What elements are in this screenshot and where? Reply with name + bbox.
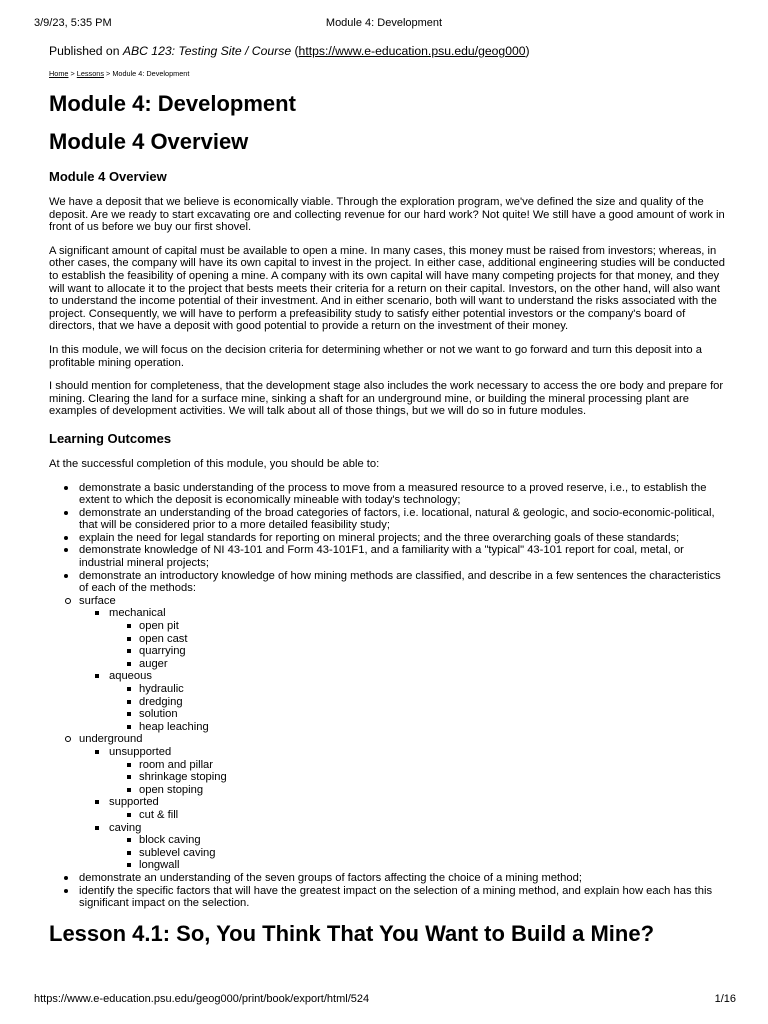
list-item-text: hydraulic xyxy=(139,683,184,695)
bullet-icon xyxy=(64,889,68,893)
print-footer-page: 1/16 xyxy=(714,993,736,1005)
bullet-icon xyxy=(64,536,68,540)
supported-list xyxy=(109,809,729,822)
overview-heading: Module 4 Overview xyxy=(49,129,249,154)
bullet-icon xyxy=(64,548,68,552)
square-bullet-icon xyxy=(127,624,131,628)
site-link[interactable]: https://www.e-education.psu.edu/geog000 xyxy=(298,44,526,58)
list-item xyxy=(79,670,729,733)
list-item xyxy=(109,759,729,772)
breadcrumb-separator: > xyxy=(68,69,77,78)
list-item xyxy=(49,733,729,872)
list-item-text: block caving xyxy=(139,834,201,847)
caving-list xyxy=(109,834,729,872)
paragraph: In this module, we will focus on the decision criteria for determining whether or not we want to go forward and turn this deposit into a profitable mining operation. xyxy=(49,343,702,369)
square-bullet-icon xyxy=(95,674,99,678)
square-bullet-icon xyxy=(127,788,131,792)
square-bullet-icon xyxy=(95,750,99,754)
square-bullet-icon xyxy=(127,712,131,716)
underground-list xyxy=(79,746,729,872)
list-item xyxy=(49,570,729,872)
published-close: ) xyxy=(525,44,530,58)
list-item-text: open pit xyxy=(139,620,179,633)
print-header-title: Module 4: Development xyxy=(325,17,443,29)
list-item-text: solution xyxy=(139,708,178,721)
breadcrumb xyxy=(49,69,729,78)
list-item xyxy=(79,796,729,821)
method-mechanical: mechanical xyxy=(109,607,166,620)
method-surface: surface xyxy=(79,594,116,607)
list-item-text: sublevel caving xyxy=(139,846,216,859)
method-supported: supported xyxy=(109,796,159,809)
list-item xyxy=(109,721,729,734)
list-item xyxy=(109,859,729,872)
list-item xyxy=(79,607,729,670)
list-item xyxy=(109,771,729,784)
overview-subheading: Module 4 Overview xyxy=(49,169,167,184)
square-bullet-icon xyxy=(95,826,99,830)
breadcrumb-lessons-link[interactable]: Lessons xyxy=(76,69,104,78)
list-item xyxy=(109,784,729,797)
square-bullet-icon xyxy=(95,800,99,804)
methods-list xyxy=(49,595,729,872)
square-bullet-icon xyxy=(127,725,131,729)
list-item xyxy=(109,658,729,671)
list-item xyxy=(109,834,729,847)
page-content xyxy=(49,44,729,948)
bullet-icon xyxy=(64,876,68,880)
bullet-icon xyxy=(64,486,68,490)
list-item xyxy=(109,809,729,822)
print-footer-url: https://www.e-education.psu.edu/geog000/print/book/export/html/524 xyxy=(34,993,370,1005)
list-item xyxy=(49,532,729,545)
list-item-text: heap leaching xyxy=(139,720,209,733)
square-bullet-icon xyxy=(127,649,131,653)
square-bullet-icon xyxy=(127,763,131,767)
list-item xyxy=(49,507,729,532)
square-bullet-icon xyxy=(127,851,131,855)
list-item-text: demonstrate knowledge of NI 43-101 and Form 43-101F1, and a familiarity with a "typical" 43-101 report for coal, metal, or industrial mineral projects; xyxy=(79,544,684,570)
list-item xyxy=(109,696,729,709)
circle-bullet-icon xyxy=(65,598,71,604)
list-item-text: demonstrate a basic understanding of the process to move from a measured resource to a proved reserve, i.e., to establish the extent to which the deposit is economically mineable with today's technology; xyxy=(79,481,707,507)
list-item-text: auger xyxy=(139,657,168,670)
list-item-text: open stoping xyxy=(139,783,204,796)
list-item xyxy=(109,620,729,633)
square-bullet-icon xyxy=(127,838,131,842)
breadcrumb-home-link[interactable]: Home xyxy=(49,69,69,78)
list-item-text: room and pillar xyxy=(139,758,213,771)
list-item-text: quarrying xyxy=(139,645,186,658)
page-title: Module 4: Development xyxy=(49,91,296,116)
surface-list xyxy=(79,607,729,733)
bullet-icon xyxy=(64,574,68,578)
site-name: ABC 123: Testing Site / Course xyxy=(122,44,292,58)
list-item xyxy=(79,822,729,872)
breadcrumb-separator: > xyxy=(103,69,113,78)
square-bullet-icon xyxy=(127,863,131,867)
list-item-text: demonstrate an understanding of the broad categories of factors, i.e. locational, natural & geologic, and socio-economic-political, that will be considered prior to a more detailed feasibility study; xyxy=(79,506,715,532)
list-item xyxy=(109,645,729,658)
list-item xyxy=(109,633,729,646)
list-item xyxy=(109,683,729,696)
list-item xyxy=(49,482,729,507)
lesson-heading: Lesson 4.1: So, You Think That You Want to Build a Mine? xyxy=(49,920,655,946)
paragraph: I should mention for completeness, that the development stage also includes the work necessary to access the ore body and prepare for mining. Clearing the land for a surface mine, sinking a shaft for an underground mine, or building the mineral processing plant are examples of development activities. We will talk about all of those things, but we will do so in future modules. xyxy=(49,380,724,418)
paragraph: We have a deposit that we believe is economically viable. Through the exploration program, we've defined the size and quality of the deposit. Are we ready to start excavating ore and collecting revenue for our hard work? Not quite! We still have a good amount of work in front of us before we buy our first shovel. xyxy=(49,196,725,234)
bullet-icon xyxy=(64,511,68,515)
method-caving: caving xyxy=(109,821,142,834)
list-item xyxy=(49,595,729,734)
breadcrumb-current: Module 4: Development xyxy=(112,69,190,78)
published-prefix: Published on xyxy=(49,44,123,58)
list-item-text: demonstrate an understanding of the seven groups of factors affecting the choice of a mining method; xyxy=(79,871,582,884)
list-item-text: demonstrate an introductory knowledge of how mining methods are classified, and describe in a few sentences the characteristics of each of the methods: xyxy=(79,569,721,595)
list-item xyxy=(109,708,729,721)
list-item-text: cut & fill xyxy=(139,808,179,821)
square-bullet-icon xyxy=(127,813,131,817)
print-header-date: 3/9/23, 5:35 PM xyxy=(34,17,112,29)
list-item xyxy=(49,872,729,885)
unsupported-list xyxy=(109,759,729,797)
method-unsupported: unsupported xyxy=(109,745,172,758)
paragraph: A significant amount of capital must be available to open a mine. In many cases, this money must be raised from investors; whereas, in other cases, the company will have its own capital to invest in the project. In either case, additional engineering studies will be conducted to establish the feasibility of opening a mine. A company with its own capital will have many competing projects for that money, and they will want to allocate it to the project that bests meets their criteria for a return on their capital. Investors, on the other hand, will also want to understand the income potential of their investment. And in either scenario, both will want to understand the risks associated with the project. Consequently, we will have to perform a prefeasibility study to satisfy either potential investors or the company's board of directors, that we have a deposit with good potential to provide a return on the investment of their money. xyxy=(49,244,725,333)
mechanical-list xyxy=(109,620,729,670)
list-item-text: shrinkage stoping xyxy=(139,771,227,784)
method-underground: underground xyxy=(79,733,143,746)
circle-bullet-icon xyxy=(65,736,71,742)
published-open: ( xyxy=(291,44,299,58)
list-item-text: longwall xyxy=(139,859,180,872)
outcomes-intro: At the successful completion of this module, you should be able to: xyxy=(49,457,380,470)
square-bullet-icon xyxy=(95,611,99,615)
square-bullet-icon xyxy=(127,637,131,641)
outcomes-list xyxy=(49,482,729,910)
list-item xyxy=(49,885,729,910)
list-item xyxy=(109,847,729,860)
square-bullet-icon xyxy=(127,662,131,666)
list-item-text: open cast xyxy=(139,632,188,645)
square-bullet-icon xyxy=(127,700,131,704)
list-item-text: explain the need for legal standards for reporting on mineral projects; and the three overarching goals of these standards; xyxy=(79,531,680,544)
square-bullet-icon xyxy=(127,687,131,691)
list-item-text: identify the specific factors that will have the greatest impact on the selection of a mining method, and explain how each has this significant impact on the selection. xyxy=(79,884,713,910)
square-bullet-icon xyxy=(127,775,131,779)
method-aqueous: aqueous xyxy=(109,670,152,683)
list-item-text: dredging xyxy=(139,695,183,708)
aqueous-list xyxy=(109,683,729,733)
list-item xyxy=(49,544,729,569)
list-item xyxy=(79,746,729,796)
outcomes-heading: Learning Outcomes xyxy=(49,430,172,446)
published-line xyxy=(49,44,729,59)
